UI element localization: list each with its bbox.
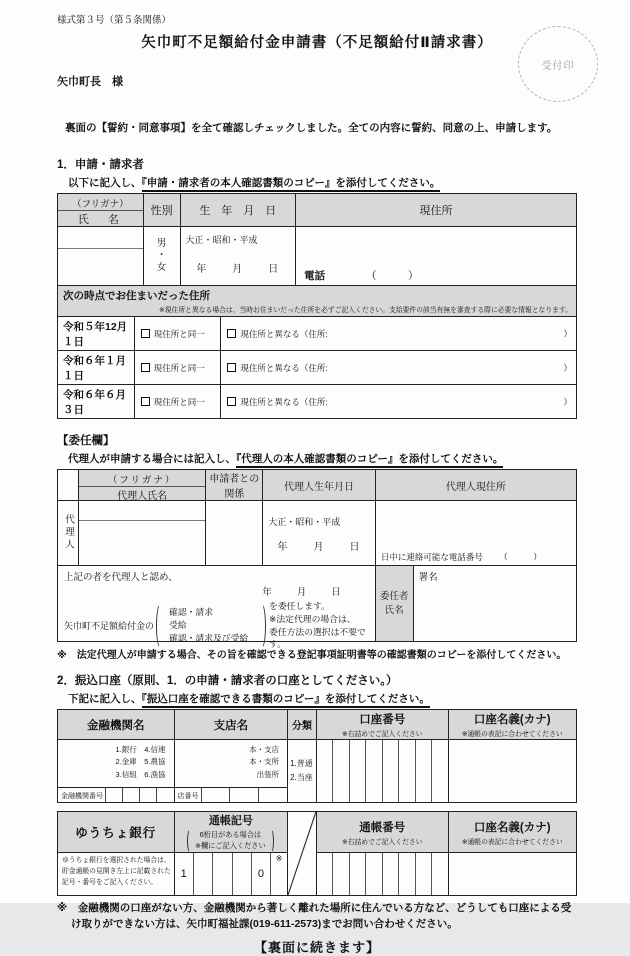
history-note: ※現住所と異なる場合は、当時お住まいだった住所を必ずご記入ください。支給要件の該当有無を審査する際に必要な情報となります。: [159, 307, 572, 314]
different-address-label: 現住所と異なる（住所:: [240, 328, 328, 339]
left-paren-shape: [156, 603, 165, 649]
delegation-instruction: [57, 451, 577, 466]
passbook-number-boxes[interactable]: [317, 853, 447, 895]
delegation-acknowledge: 上記の者を代理人と認め、: [64, 572, 178, 583]
gender-option-separator: ・: [156, 250, 167, 262]
no-account-note: ※ 金融機関の口座がない方、金融機関から著しく離れた場所に住んでいる方など、どうしても口座による受け取りができない方は、矢巾町福祉課(019-611-2573)までお問い合わせください。: [57, 902, 572, 930]
birthdate-header: 生 年 月 日: [180, 194, 296, 226]
category-option-ordinary[interactable]: 1.普通: [290, 758, 313, 768]
yucho-account-name-note: ※通帳の表記に合わせてください: [461, 838, 563, 846]
signature-label: 署名: [418, 572, 438, 583]
account-number-header: 口座番号: [359, 714, 406, 726]
phone-input[interactable]: （ ）: [366, 270, 419, 282]
name-header: 氏 名: [77, 214, 123, 226]
agent-furigana-header: （フリガナ）: [79, 470, 206, 487]
institution-options-line2[interactable]: 2.金庫 5.農協: [115, 757, 166, 767]
furigana-header: （フリガナ）: [58, 194, 143, 211]
yucho-account-name-input-cell[interactable]: [448, 853, 577, 895]
delegation-instruction-underlined: 『代理人の本人確認書類のコピー』を添付してください。: [236, 453, 503, 468]
passbook-symbol-header-cell: [174, 812, 288, 852]
address-header: 現住所: [295, 194, 576, 226]
agent-era-options[interactable]: 大正・昭和・平成: [268, 517, 341, 527]
section2-instruction: [57, 691, 577, 706]
symbol-digit-1: 1: [180, 868, 187, 880]
different-address-option[interactable]: [220, 351, 576, 384]
sixth-digit-box[interactable]: ※: [270, 853, 287, 895]
different-address-checkbox[interactable]: [227, 363, 236, 372]
diagonal-divider-cell: [287, 812, 316, 895]
different-address-option[interactable]: [220, 385, 576, 418]
delegation-date-input[interactable]: 年 月 日: [262, 587, 343, 598]
name-input-cell[interactable]: [58, 227, 143, 285]
different-address-option[interactable]: [220, 317, 576, 350]
branch-code-label: 店番号: [177, 793, 199, 800]
passbook-number-header-cell: [316, 812, 448, 852]
section1-heading: 1．申請・請求者: [57, 159, 144, 171]
agent-side-column: [58, 470, 78, 500]
yucho-account-name-header: 口座名義(カナ): [473, 821, 551, 834]
yucho-instructions: ゆうちょ銀行を選択された場合は、貯金通帳の見開き左上に記載された記号・番号をご記入ください。: [62, 857, 171, 886]
institution-header: 金融機関名: [87, 719, 145, 732]
institution-input-cell[interactable]: [58, 740, 174, 802]
account-number-input-cell[interactable]: [316, 740, 447, 802]
applicant-table: [57, 193, 577, 419]
bank-table: [57, 709, 577, 803]
yucho-account-name-header-cell: [448, 812, 577, 852]
different-address-label: 現住所と異なる（住所:: [240, 362, 328, 373]
branch-options-line2[interactable]: 本・支所: [249, 757, 280, 767]
gender-option-male[interactable]: 男: [156, 238, 167, 250]
institution-options-line3[interactable]: 3.信組 6.漁協: [115, 769, 166, 779]
same-address-label: 現住所と同一: [153, 328, 205, 339]
same-address-checkbox[interactable]: [141, 329, 150, 338]
passbook-number-header: 通帳番号: [359, 821, 406, 834]
form-number: 様式第３号（第５条関係）: [57, 15, 172, 26]
continues-on-back: 【裏面に続きます】: [253, 939, 380, 955]
different-address-label: 現住所と異なる（住所:: [240, 396, 328, 407]
account-name-note: ※通帳の表記に合わせてください: [461, 731, 563, 738]
addressee: 矢巾町長 様: [57, 76, 123, 88]
category-select-cell[interactable]: [287, 740, 316, 802]
section1-instruction: [57, 175, 577, 190]
section1-instruction-underlined: 『申請・請求者の本人確認書類のコピー』を添付してください。: [142, 177, 441, 192]
close-paren: ）: [563, 328, 572, 339]
same-address-checkbox[interactable]: [141, 363, 150, 372]
passbook-symbol-header: 通帳記号: [208, 814, 253, 827]
delegator-signature-cell[interactable]: [413, 566, 576, 641]
history-header: [58, 285, 576, 316]
branch-code-boxes[interactable]: [201, 788, 288, 802]
yucho-bank-name: ゆうちょ銀行: [58, 812, 174, 852]
passbook-number-note: ※右詰めでご記入ください: [342, 838, 423, 846]
agent-date-fields[interactable]: 年 月 日: [277, 542, 362, 553]
same-address-checkbox[interactable]: [141, 397, 150, 406]
history-date-label: 令和６年１月１日: [63, 354, 126, 382]
account-name-header-cell: [448, 710, 577, 739]
different-address-checkbox[interactable]: [227, 329, 236, 338]
symbol-note-line2: ※欄にご記入ください: [194, 840, 266, 850]
delegation-heading: 【委任欄】: [57, 435, 115, 447]
agent-name-column-header: [78, 470, 206, 500]
account-number-note: ※右詰めでご記入ください: [342, 731, 423, 738]
history-title: 次の時点でお住まいだった住所: [63, 290, 210, 302]
section1-instruction-prefix: 以下に記入し、: [68, 177, 142, 189]
legal-agent-note-line1: ※法定代理の場合は、: [269, 613, 356, 624]
gender-option-female[interactable]: 女: [156, 261, 167, 273]
agent-address-input-cell[interactable]: [375, 501, 576, 565]
pledge-statement: 裏面の【誓約・同意事項】を全て確認しチェックしました。全ての内容に誓約、同意の上、申請します。: [65, 122, 558, 134]
right-paren-shape: [257, 603, 266, 649]
same-address-label: 現住所と同一: [153, 362, 205, 373]
delegation-instruction-prefix: 代理人が申請する場合には記入し、: [68, 453, 236, 465]
symbol-digit-0: 0: [251, 853, 270, 895]
delegation-footnote: ※ 法定代理人が申請する場合、その旨を確認できる登記事項証明書等の確認書類のコピーを添付してください。: [57, 650, 567, 661]
agent-furigana-input-line[interactable]: [79, 501, 205, 521]
branch-options-line1[interactable]: 本・支店: [249, 745, 280, 754]
branch-header: 支店名: [174, 710, 288, 739]
passbook-symbol-boxes[interactable]: [175, 853, 288, 895]
page-title: 矢巾町不足額給付金申請書（不足額給付Ⅱ請求書）: [141, 35, 493, 51]
section2-heading: 2．振込口座（原則、1．の申請・請求者の口座としてください。）: [57, 675, 398, 687]
institution-code-label: 金融機関番号: [61, 793, 103, 800]
account-number-boxes[interactable]: [317, 740, 447, 802]
history-date-label: 令和６年６月３日: [63, 388, 126, 416]
furigana-input-line[interactable]: [58, 227, 143, 249]
account-name-header: 口座名義(カナ): [473, 714, 551, 726]
institution-options-line1[interactable]: 1.銀行 4.信連: [115, 745, 166, 754]
close-paren: ）: [563, 396, 572, 407]
passbook-symbol-input-cell[interactable]: [174, 853, 288, 895]
delegation-option-receive[interactable]: 受給: [169, 619, 187, 630]
same-address-option[interactable]: [134, 351, 221, 384]
agent-relation-header: 申請者との関係: [205, 470, 262, 500]
account-number-header-cell: [316, 710, 448, 739]
delegation-option-both[interactable]: 確認・請求及び受給: [169, 633, 249, 644]
same-address-label: 現住所と同一: [153, 396, 205, 407]
name-column-header: [58, 194, 143, 226]
delegator-name-label: 委任者氏名: [375, 566, 413, 641]
receipt-stamp-circle: [518, 26, 598, 102]
same-address-option[interactable]: [134, 385, 221, 418]
same-address-option[interactable]: [134, 317, 221, 350]
branch-input-cell[interactable]: [174, 740, 288, 802]
delegation-option-confirm-claim[interactable]: 確認・請求: [169, 606, 214, 617]
account-name-input-cell[interactable]: [448, 740, 577, 802]
right-paren-shape: [268, 829, 274, 853]
receipt-stamp-label: 受付印: [541, 60, 575, 72]
passbook-number-input-cell[interactable]: [316, 853, 447, 895]
section2-instruction-underlined: 『振込口座を確認できる書類のコピー』を添付してください。: [142, 693, 430, 708]
agent-birthdate-input-cell[interactable]: [262, 501, 375, 565]
agent-side-label: 代理人: [63, 514, 74, 552]
section2-instruction-prefix: 下記に記入し、: [68, 693, 142, 705]
different-address-checkbox[interactable]: [227, 397, 236, 406]
close-paren: ）: [563, 362, 572, 373]
agent-name-header: 代理人氏名: [117, 491, 168, 502]
yucho-table: [57, 811, 577, 896]
history-row-r5-12-1: [58, 316, 576, 350]
history-date-label: 令和５年12月１日: [63, 320, 128, 348]
history-row-r6-1-1: [58, 350, 576, 384]
era-options[interactable]: 大正・昭和・平成: [185, 235, 258, 245]
delegation-statement-cell: [58, 566, 375, 650]
delegation-table: [57, 469, 577, 650]
diagonal-line: [288, 812, 316, 895]
date-fields[interactable]: 年 月 日: [196, 264, 281, 275]
agent-birthdate-header: 代理人生年月日: [262, 470, 375, 500]
agent-phone-label: 日中に連絡可能な電話番号: [380, 552, 483, 562]
grant-prefix: 矢巾町不足額給付金の: [64, 621, 155, 631]
gender-header: 性別: [143, 194, 180, 226]
institution-code-boxes[interactable]: [105, 788, 174, 802]
legal-agent-note-line2: 委任方法の選択は不要です。: [269, 626, 366, 650]
grant-suffix: を委任します。: [269, 601, 330, 611]
branch-options-line3[interactable]: 出張所: [256, 769, 280, 779]
category-option-current[interactable]: 2.当座: [290, 773, 313, 782]
agent-name-input-cell[interactable]: [78, 501, 205, 565]
agent-relation-input-cell[interactable]: [205, 501, 262, 565]
symbol-note-line1: 6桁目がある場合は: [199, 829, 262, 839]
phone-label: 電話: [304, 270, 326, 282]
birthdate-input-cell[interactable]: [180, 227, 296, 285]
address-input-cell[interactable]: [295, 227, 576, 285]
category-header: 分類: [287, 710, 316, 739]
agent-address-header: 代理人現住所: [375, 470, 576, 500]
gender-select-cell[interactable]: [143, 227, 180, 285]
history-row-r6-6-3: [58, 384, 576, 418]
agent-phone-input[interactable]: （ ）: [499, 552, 542, 562]
